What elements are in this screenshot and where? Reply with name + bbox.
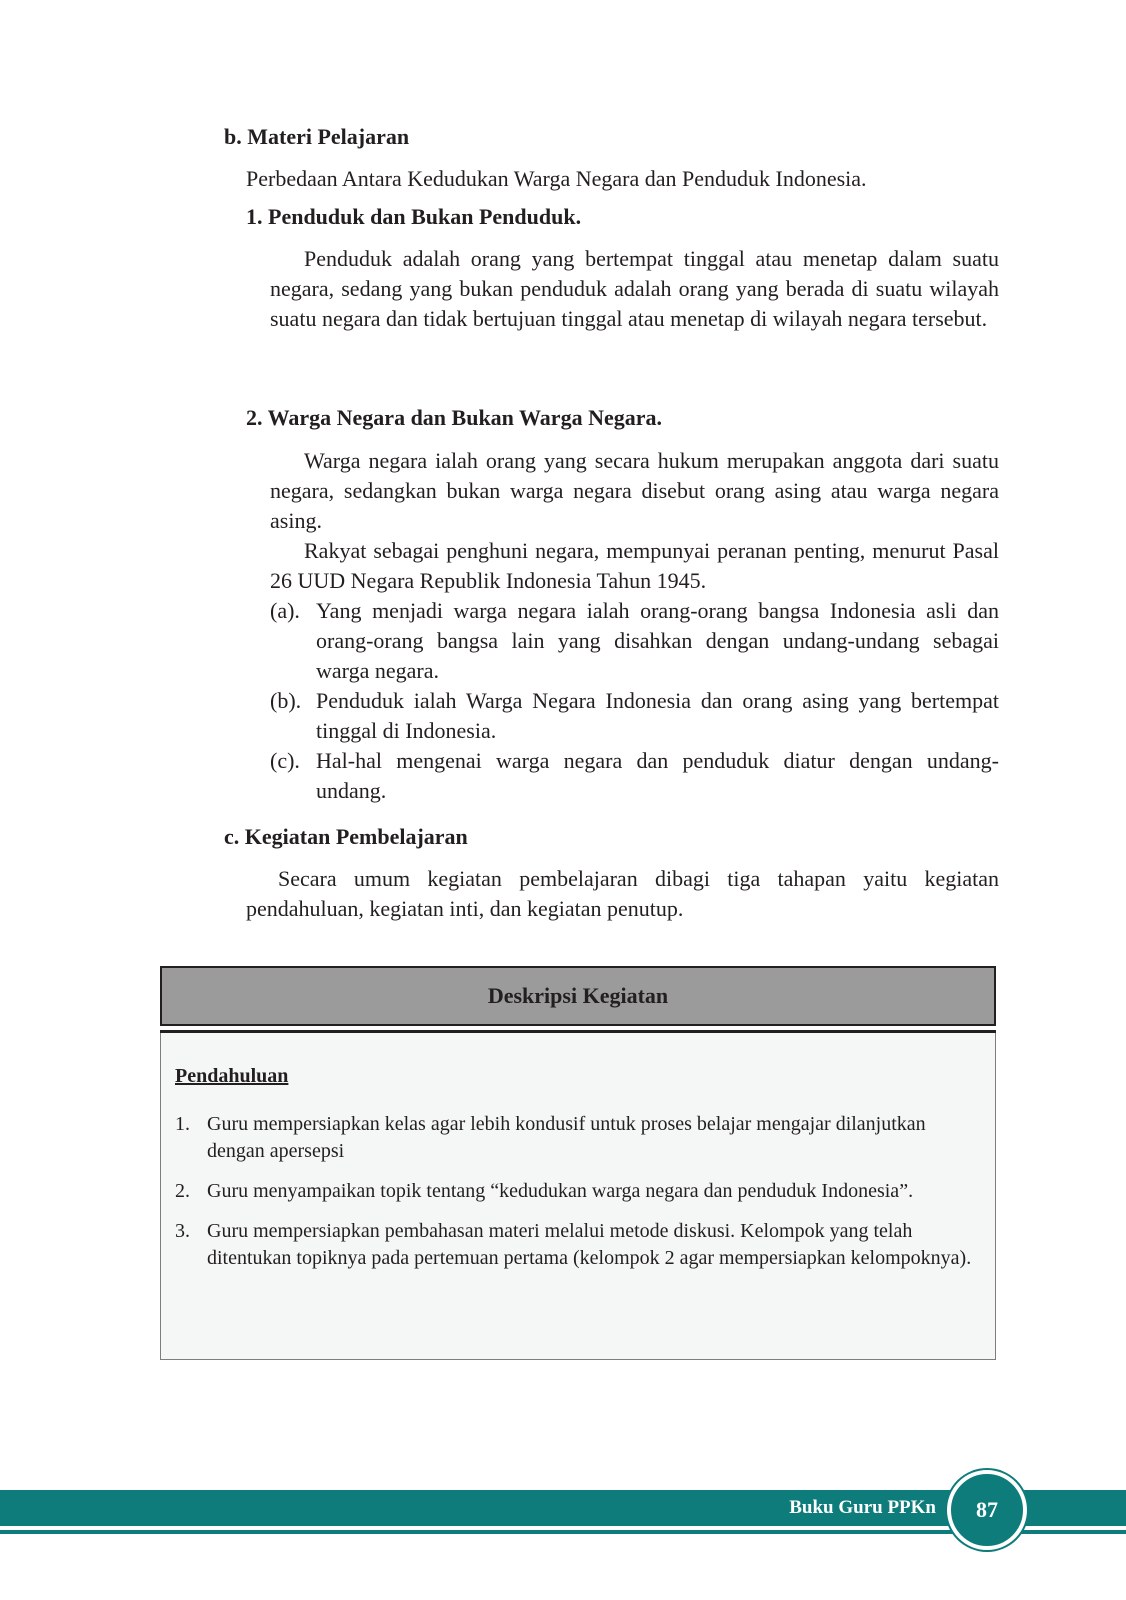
list-marker: (b).: [270, 688, 302, 713]
list-item: [270, 686, 999, 746]
list-marker: (a).: [270, 598, 300, 623]
list-item-text: Guru menyampaikan topik tentang “kedudukan warga negara dan penduduk Indonesia”.: [207, 1180, 914, 1202]
page-number: 87: [976, 1497, 998, 1522]
list-item-text: Guru mempersiapkan kelas agar lebih kondusif untuk proses belajar mengajar dilanjutkan dengan apersepsi: [207, 1113, 926, 1162]
section-c-text: Secara umum kegiatan pembelajaran dibagi tiga tahapan yaitu kegiatan pendahuluan, kegiatan inti, dan kegiatan penutup.: [246, 866, 999, 921]
list-marker: 1.: [175, 1113, 190, 1135]
section-b-intro: Perbedaan Antara Kedudukan Warga Negara dan Penduduk Indonesia.: [246, 166, 867, 191]
activity-list: [175, 1111, 983, 1285]
section-c-heading: c. Kegiatan Pembelajaran: [224, 824, 468, 849]
activity-subtitle: Pendahuluan: [175, 1065, 289, 1087]
list-item-text: Guru mempersiapkan pembahasan materi melalui metode diskusi. Kelompok yang telah ditentukan topiknya pada pertemuan pertama (kelompok 2 agar mempersiapkan kelompoknya).: [207, 1220, 972, 1269]
citizenship-list: [270, 596, 999, 806]
subsection-2-paragraph-1: Warga negara ialah orang yang secara hukum merupakan anggota dari suatu negara, sedangkan bukan warga negara disebut orang asing atau warga negara asing.: [270, 448, 999, 533]
list-item: [175, 1111, 983, 1165]
list-marker: (c).: [270, 748, 300, 773]
list-item: [175, 1178, 983, 1205]
page-number-badge: [947, 1470, 1027, 1550]
activity-box-header: [160, 966, 996, 1026]
subsection-1-heading: 1. Penduduk dan Bukan Penduduk.: [246, 204, 582, 229]
subsection-1-text: Penduduk adalah orang yang bertempat tinggal atau menetap dalam suatu negara, sedang yang bukan penduduk adalah orang yang berada di suatu wilayah suatu negara dan tidak bertujuan tinggal atau menetap di wilayah negara tersebut.: [270, 246, 999, 331]
subsection-2-heading: 2. Warga Negara dan Bukan Warga Negara.: [246, 405, 662, 430]
list-item-text: Yang menjadi warga negara ialah orang-orang bangsa Indonesia asli dan orang-orang bangsa lain yang disahkan dengan undang-undang sebagai warga negara.: [316, 598, 999, 683]
subsection-2-paragraph-2: Rakyat sebagai penghuni negara, mempunyai peranan penting, menurut Pasal 26 UUD Negara Republik Indonesia Tahun 1945.: [270, 538, 999, 593]
activity-box-title: Deskripsi Kegiatan: [487, 983, 669, 1008]
list-item: [175, 1218, 983, 1272]
list-item: [270, 596, 999, 686]
book-title: Buku Guru PPKn: [789, 1497, 936, 1518]
list-item-text: Penduduk ialah Warga Negara Indonesia dan orang asing yang bertempat tinggal di Indonesia.: [316, 688, 999, 743]
list-marker: 3.: [175, 1220, 190, 1242]
list-item: [270, 746, 999, 806]
section-b-heading: b. Materi Pelajaran: [224, 124, 410, 149]
list-item-text: Hal-hal mengenai warga negara dan penduduk diatur dengan undang-undang.: [316, 748, 999, 803]
list-marker: 2.: [175, 1180, 190, 1202]
activity-box-body: [160, 1033, 996, 1360]
